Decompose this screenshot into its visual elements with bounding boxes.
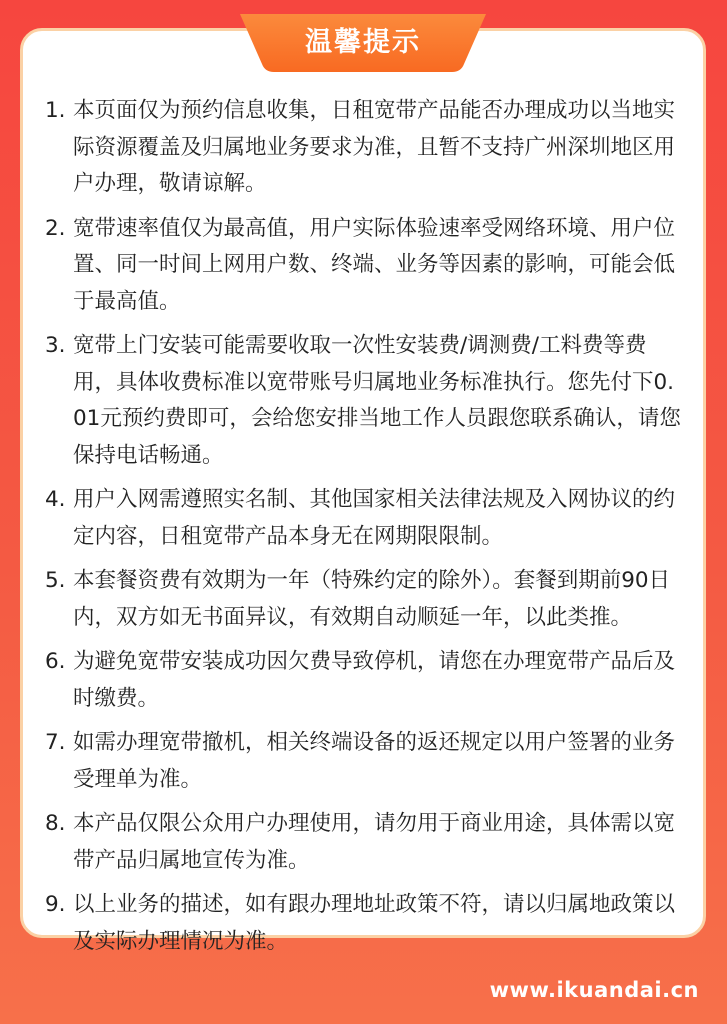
notice-item-text: 本页面仅为预约信息收集，日租宽带产品能否办理成功以当地实际资源覆盖及归属地业务要求为准，且暂不支持广州深圳地区用户办理，敬请谅解。 bbox=[73, 98, 676, 196]
notice-item-text: 本产品仅限公众用户办理使用，请勿用于商业用途，具体需以宽带产品归属地宣传为准。 bbox=[73, 811, 676, 873]
page-title: 温馨提示 bbox=[305, 27, 421, 58]
notice-item-text: 如需办理宽带撤机，相关终端设备的返还规定以用户签署的业务受理单为准。 bbox=[73, 730, 676, 792]
notice-item-number: 4. bbox=[45, 487, 66, 512]
notice-item-text: 本套餐资费有效期为一年（特殊约定的除外）。套餐到期前90日内，双方如无书面异议，有效期自动顺延一年，以此类推。 bbox=[73, 568, 671, 630]
notice-item-text: 宽带速率值仅为最高值，用户实际体验速率受网络环境、用户位置、同一时间上网用户数、终端、业务等因素的影响，可能会低于最高值。 bbox=[73, 215, 676, 314]
notice-item bbox=[45, 563, 685, 636]
notice-item-number: 7. bbox=[45, 730, 66, 755]
notice-item-text: 为避免宽带安装成功因欠费导致停机，请您在办理宽带产品后及时缴费。 bbox=[73, 649, 676, 711]
notice-item-number: 6. bbox=[45, 649, 66, 674]
notice-item-number: 9. bbox=[45, 892, 66, 917]
notice-item bbox=[45, 482, 685, 555]
notice-item-text: 宽带上门安装可能需要收取一次性安装费/调测费/工料费等费用，具体收费标准以宽带账号归属地业务标准执行。您先付下0.01元预约费即可，会给您安排当地工作人员跟您联系确认，请您保持电话畅通。 bbox=[73, 333, 681, 468]
notice-item bbox=[45, 211, 685, 321]
notice-item-number: 8. bbox=[45, 811, 66, 836]
notice-item-text: 用户入网需遵照实名制、其他国家相关法律法规及入网协议的约定内容，日租宽带产品本身无在网期限限制。 bbox=[73, 487, 676, 549]
notice-card bbox=[20, 28, 706, 954]
site-watermark: www.ikuandai.cn bbox=[489, 978, 699, 1002]
notice-item-number: 2. bbox=[45, 215, 66, 241]
notice-item bbox=[45, 93, 685, 203]
notice-item-number: 3. bbox=[45, 333, 66, 358]
notice-list bbox=[45, 93, 685, 968]
notice-item bbox=[45, 806, 685, 879]
notice-item-text: 以上业务的描述，如有跟办理地址政策不符，请以归属地政策以及实际办理情况为准。 bbox=[73, 892, 676, 954]
notice-item-number: 5. bbox=[45, 568, 66, 593]
notice-item-number: 1. bbox=[45, 98, 66, 123]
notice-item bbox=[45, 644, 685, 717]
title-ribbon bbox=[240, 14, 486, 72]
notice-item bbox=[45, 725, 685, 798]
notice-item bbox=[45, 887, 685, 960]
notice-item bbox=[45, 328, 685, 474]
